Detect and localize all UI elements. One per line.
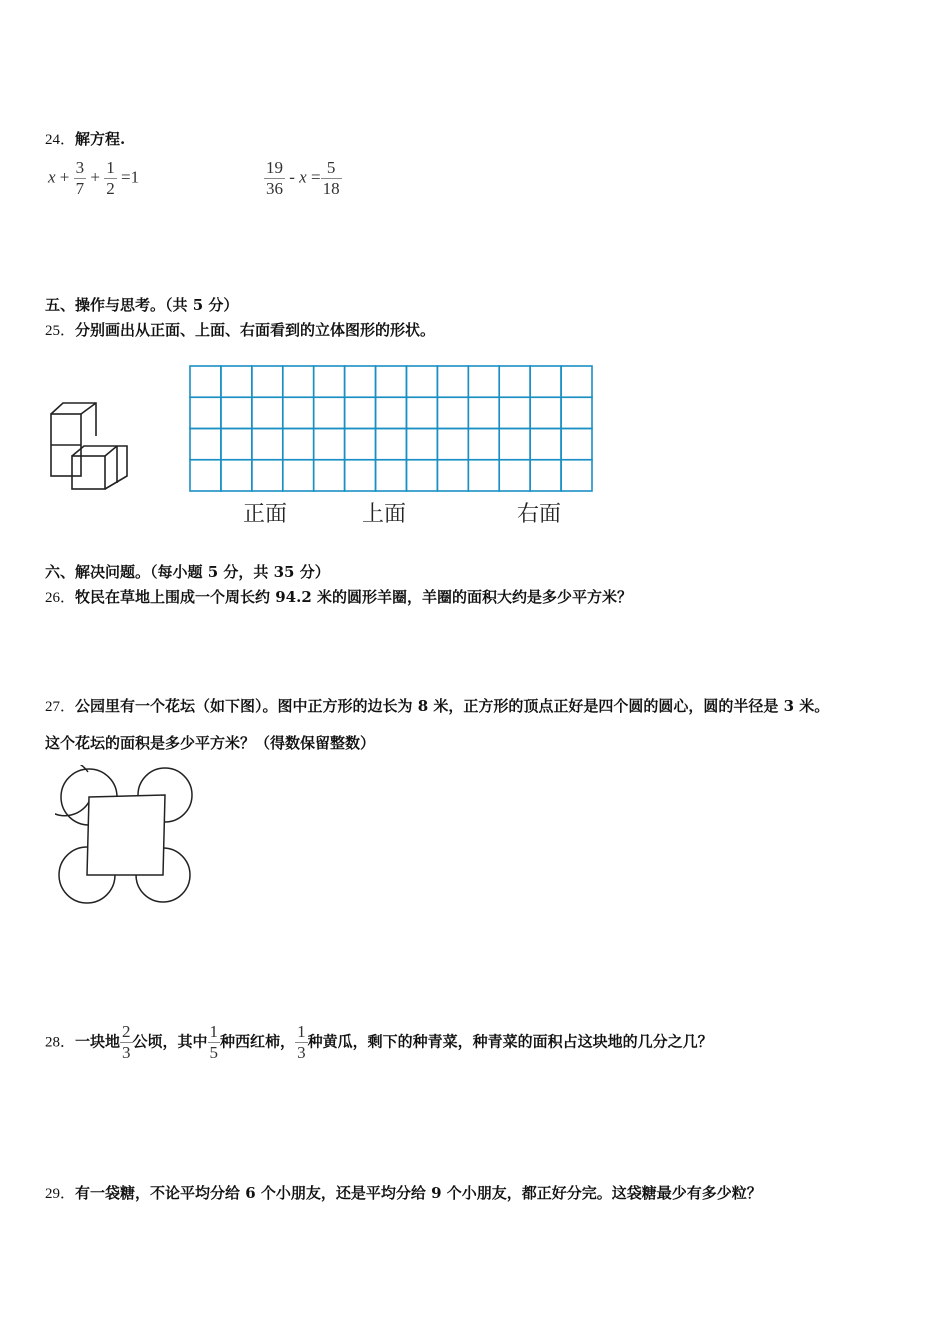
grid-cell[interactable] <box>499 429 530 460</box>
numerator: 1 <box>209 1022 219 1041</box>
fraction <box>104 158 117 199</box>
denominator: 18 <box>322 179 340 198</box>
question-text: 种黄瓜，剩下的种青菜，种青菜的面积占这块地的几分之几？ <box>307 1032 713 1051</box>
fraction <box>295 1022 308 1063</box>
q27-line2: 这个花坛的面积是多少平方米？（得数保留整数） <box>45 734 376 752</box>
grid-cell[interactable] <box>561 429 592 460</box>
grid-cell[interactable] <box>190 397 221 428</box>
question-text: 分别画出从正面、上面、右面看到的立体图形的形状。 <box>75 321 436 339</box>
denominator: 36 <box>266 179 283 198</box>
grid-cell[interactable] <box>190 460 221 491</box>
grid-cell[interactable] <box>437 366 468 397</box>
grid-cell[interactable] <box>406 397 437 428</box>
q29 <box>45 1182 762 1203</box>
grid-cell[interactable] <box>468 429 499 460</box>
grid-cell[interactable] <box>252 460 283 491</box>
grid-cell[interactable] <box>376 366 407 397</box>
grid-cell[interactable] <box>561 460 592 491</box>
numerator: 5 <box>321 158 342 179</box>
grid-cell[interactable] <box>437 460 468 491</box>
numerator: 2 <box>122 1022 131 1041</box>
cube-figure <box>45 398 135 493</box>
grid-cell[interactable] <box>221 429 252 460</box>
question-text: 一块地 <box>75 1032 121 1051</box>
denominator: 7 <box>75 179 85 198</box>
numerator: 19 <box>266 158 283 177</box>
q28 <box>45 1022 713 1063</box>
grid-cell[interactable] <box>252 366 283 397</box>
variable: x <box>299 167 307 187</box>
question-number: 27． <box>45 699 76 715</box>
fraction <box>264 158 285 199</box>
operator: + <box>90 167 100 187</box>
grid-cell[interactable] <box>468 366 499 397</box>
grid-cell[interactable] <box>468 460 499 491</box>
question-text: 种西红柿， <box>220 1032 296 1051</box>
grid-cell[interactable] <box>283 397 314 428</box>
question-text: 公顷，其中 <box>132 1032 208 1051</box>
q24-heading <box>45 128 125 149</box>
grid-cell[interactable] <box>406 429 437 460</box>
label-top-view: 上面 <box>362 502 407 527</box>
question-number: 25． <box>45 323 76 339</box>
grid-cell[interactable] <box>376 397 407 428</box>
grid-cell[interactable] <box>221 366 252 397</box>
numerator: 1 <box>106 158 115 177</box>
grid-cell[interactable] <box>345 429 376 460</box>
grid-cell[interactable] <box>314 460 345 491</box>
grid-cell[interactable] <box>252 429 283 460</box>
grid-cell[interactable] <box>376 429 407 460</box>
grid-cell[interactable] <box>561 397 592 428</box>
grid-cell[interactable] <box>530 366 561 397</box>
label-front-view: 正面 <box>243 502 288 527</box>
grid-cell[interactable] <box>376 460 407 491</box>
grid-cell[interactable] <box>252 397 283 428</box>
grid-cell[interactable] <box>437 429 468 460</box>
question-number: 28． <box>45 1034 76 1051</box>
operator: - <box>289 167 295 187</box>
fraction <box>208 1022 221 1063</box>
grid-cell[interactable] <box>437 397 468 428</box>
fraction <box>74 158 87 199</box>
grid-cell[interactable] <box>345 397 376 428</box>
drawing-grid[interactable] <box>188 364 594 494</box>
grid-cell[interactable] <box>190 429 221 460</box>
denominator: 2 <box>106 179 115 198</box>
fraction <box>321 158 342 199</box>
question-number: 29． <box>45 1186 76 1202</box>
grid-cell[interactable] <box>221 460 252 491</box>
fraction <box>120 1022 133 1063</box>
equation-2 <box>264 158 342 199</box>
question-text: 公园里有一个花坛（如下图）。图中正方形的边长为 8 米，正方形的顶点正好是四个圆的圆心，圆的半径是 3 米。 <box>75 697 830 715</box>
grid-cell[interactable] <box>314 366 345 397</box>
grid-cell[interactable] <box>283 366 314 397</box>
q26 <box>45 586 632 607</box>
question-number: 26． <box>45 590 76 606</box>
grid-cell[interactable] <box>190 366 221 397</box>
question-text: 牧民在草地上围成一个周长约 94.2 米的圆形羊圈，羊圈的面积大约是多少平方米？ <box>75 588 632 606</box>
section-6-title: 六、解决问题。（每小题 5 分，共 35 分） <box>45 563 330 581</box>
grid-cell[interactable] <box>499 397 530 428</box>
question-text: 解方程. <box>75 130 126 148</box>
grid-cell[interactable] <box>314 429 345 460</box>
question-text: 有一袋糖，不论平均分给 6 个小朋友，还是平均分给 9 个小朋友，都正好分完。这袋糖最少有多少粒？ <box>75 1184 762 1202</box>
grid-cell[interactable] <box>406 366 437 397</box>
operator: = <box>310 167 321 187</box>
grid-cell[interactable] <box>530 429 561 460</box>
section-5-title: 五、操作与思考。（共 5 分） <box>45 296 239 314</box>
grid-cell[interactable] <box>283 460 314 491</box>
denominator: 3 <box>297 1043 306 1062</box>
question-number: 24． <box>45 132 76 148</box>
grid-cell[interactable] <box>499 460 530 491</box>
grid-cell[interactable] <box>345 460 376 491</box>
denominator: 3 <box>122 1043 131 1062</box>
grid-cell[interactable] <box>345 366 376 397</box>
flowerbed-figure <box>55 765 195 910</box>
grid-cell[interactable] <box>314 397 345 428</box>
q25-heading <box>45 319 435 340</box>
equation-1 <box>48 158 139 199</box>
grid-cell[interactable] <box>283 429 314 460</box>
equals-rhs: =1 <box>120 167 140 187</box>
grid-cell[interactable] <box>530 460 561 491</box>
label-right-view: 右面 <box>517 502 562 527</box>
grid-cell[interactable] <box>221 397 252 428</box>
operator: + <box>59 167 70 187</box>
grid-cell[interactable] <box>468 397 499 428</box>
grid-cell[interactable] <box>499 366 530 397</box>
grid-cell[interactable] <box>406 460 437 491</box>
grid-cell[interactable] <box>561 366 592 397</box>
q27-line1 <box>45 695 829 716</box>
numerator: 3 <box>75 158 85 177</box>
variable: x <box>48 167 56 187</box>
numerator: 1 <box>297 1022 306 1041</box>
grid-cell[interactable] <box>530 397 561 428</box>
denominator: 5 <box>209 1043 219 1062</box>
